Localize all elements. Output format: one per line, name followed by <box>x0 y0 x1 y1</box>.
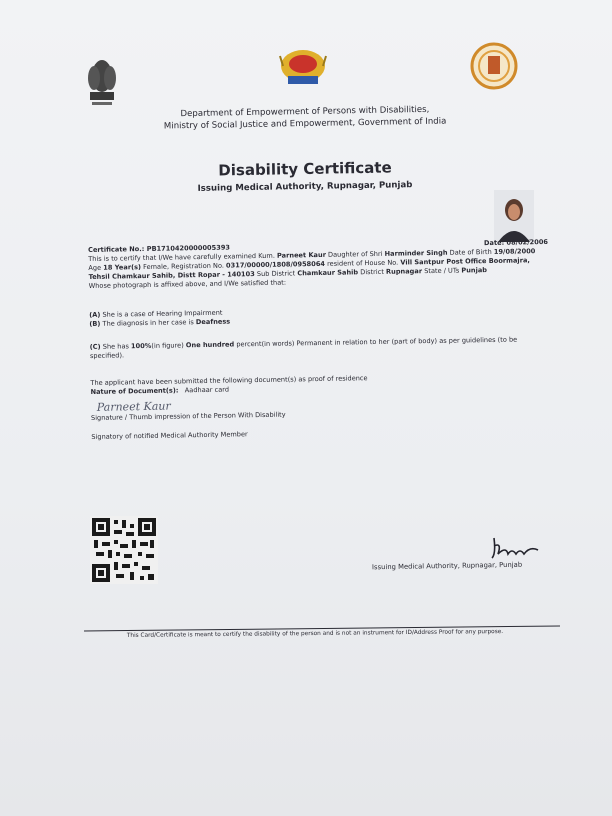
authority-signature-icon <box>488 532 542 562</box>
department-heading: Department of Empowerment of Persons with Disabilities, Ministry of Social Justice and Empowerment, Government of India <box>163 104 447 132</box>
item-b: (B) The diagnosis in her case is Deafness <box>89 317 231 328</box>
examination-paragraph: This is to certify that I/We have carefully examined Kum. Parneet Kaur Daughter of Shri Harminder Singh Date of Birth 19/08/2000 Age 18 Year(s) Female, Registration No. 0317/00000/1808/0958064 resident of House No. Vill Santpur Post Office Boormajra, Tehsil Chamkaur Sahib, Distt Ropar - 140103 Sub District Chamkaur Sahib District Rupnagar State / UTs Punjab <box>88 247 536 281</box>
certificate-title: Disability Certificate <box>218 158 392 180</box>
certificate-date: Date: 08/02/2006 <box>483 237 549 248</box>
footer-disclaimer: This Card/Certificate is meant to certify the disability of the person and is not an instrument for ID/Address Proof for any purpose. <box>126 629 504 639</box>
applicant-photo <box>494 190 534 242</box>
state-crest-icon <box>278 46 328 90</box>
certificate-number: Certificate No.: PB1710420000005393 <box>88 243 231 254</box>
nature-of-document: Nature of Document(s): Aadhaar card <box>90 385 230 396</box>
certificate-body <box>88 238 551 442</box>
satisfaction-line: Whose photograph is affixed above, and I/We satisfied that: <box>88 278 287 290</box>
applicant-signature: Parneet Kaur <box>96 399 171 414</box>
item-a: (A) She is a case of Hearing Impairment <box>89 308 223 319</box>
signature-caption: Signature / Thumb impression of the Person With Disability <box>90 410 286 422</box>
government-seal-icon <box>470 42 518 90</box>
qr-code[interactable] <box>90 516 158 584</box>
item-c: (C) She has 100%(in figure) One hundred percent(in words) Permanent in relation to her (part of body) as per guidelines (to be specified). <box>89 335 518 360</box>
documents-line: The applicant have been submitted the following document(s) as proof of residence <box>90 374 368 387</box>
signatory-line: Signatory of notified Medical Authority Member <box>91 430 248 441</box>
issuing-authority-label: Issuing Medical Authority, Rupnagar, Punjab <box>371 560 523 572</box>
issuing-authority-subtitle: Issuing Medical Authority, Rupnagar, Punjab <box>197 180 413 194</box>
national-emblem-icon <box>84 52 120 110</box>
